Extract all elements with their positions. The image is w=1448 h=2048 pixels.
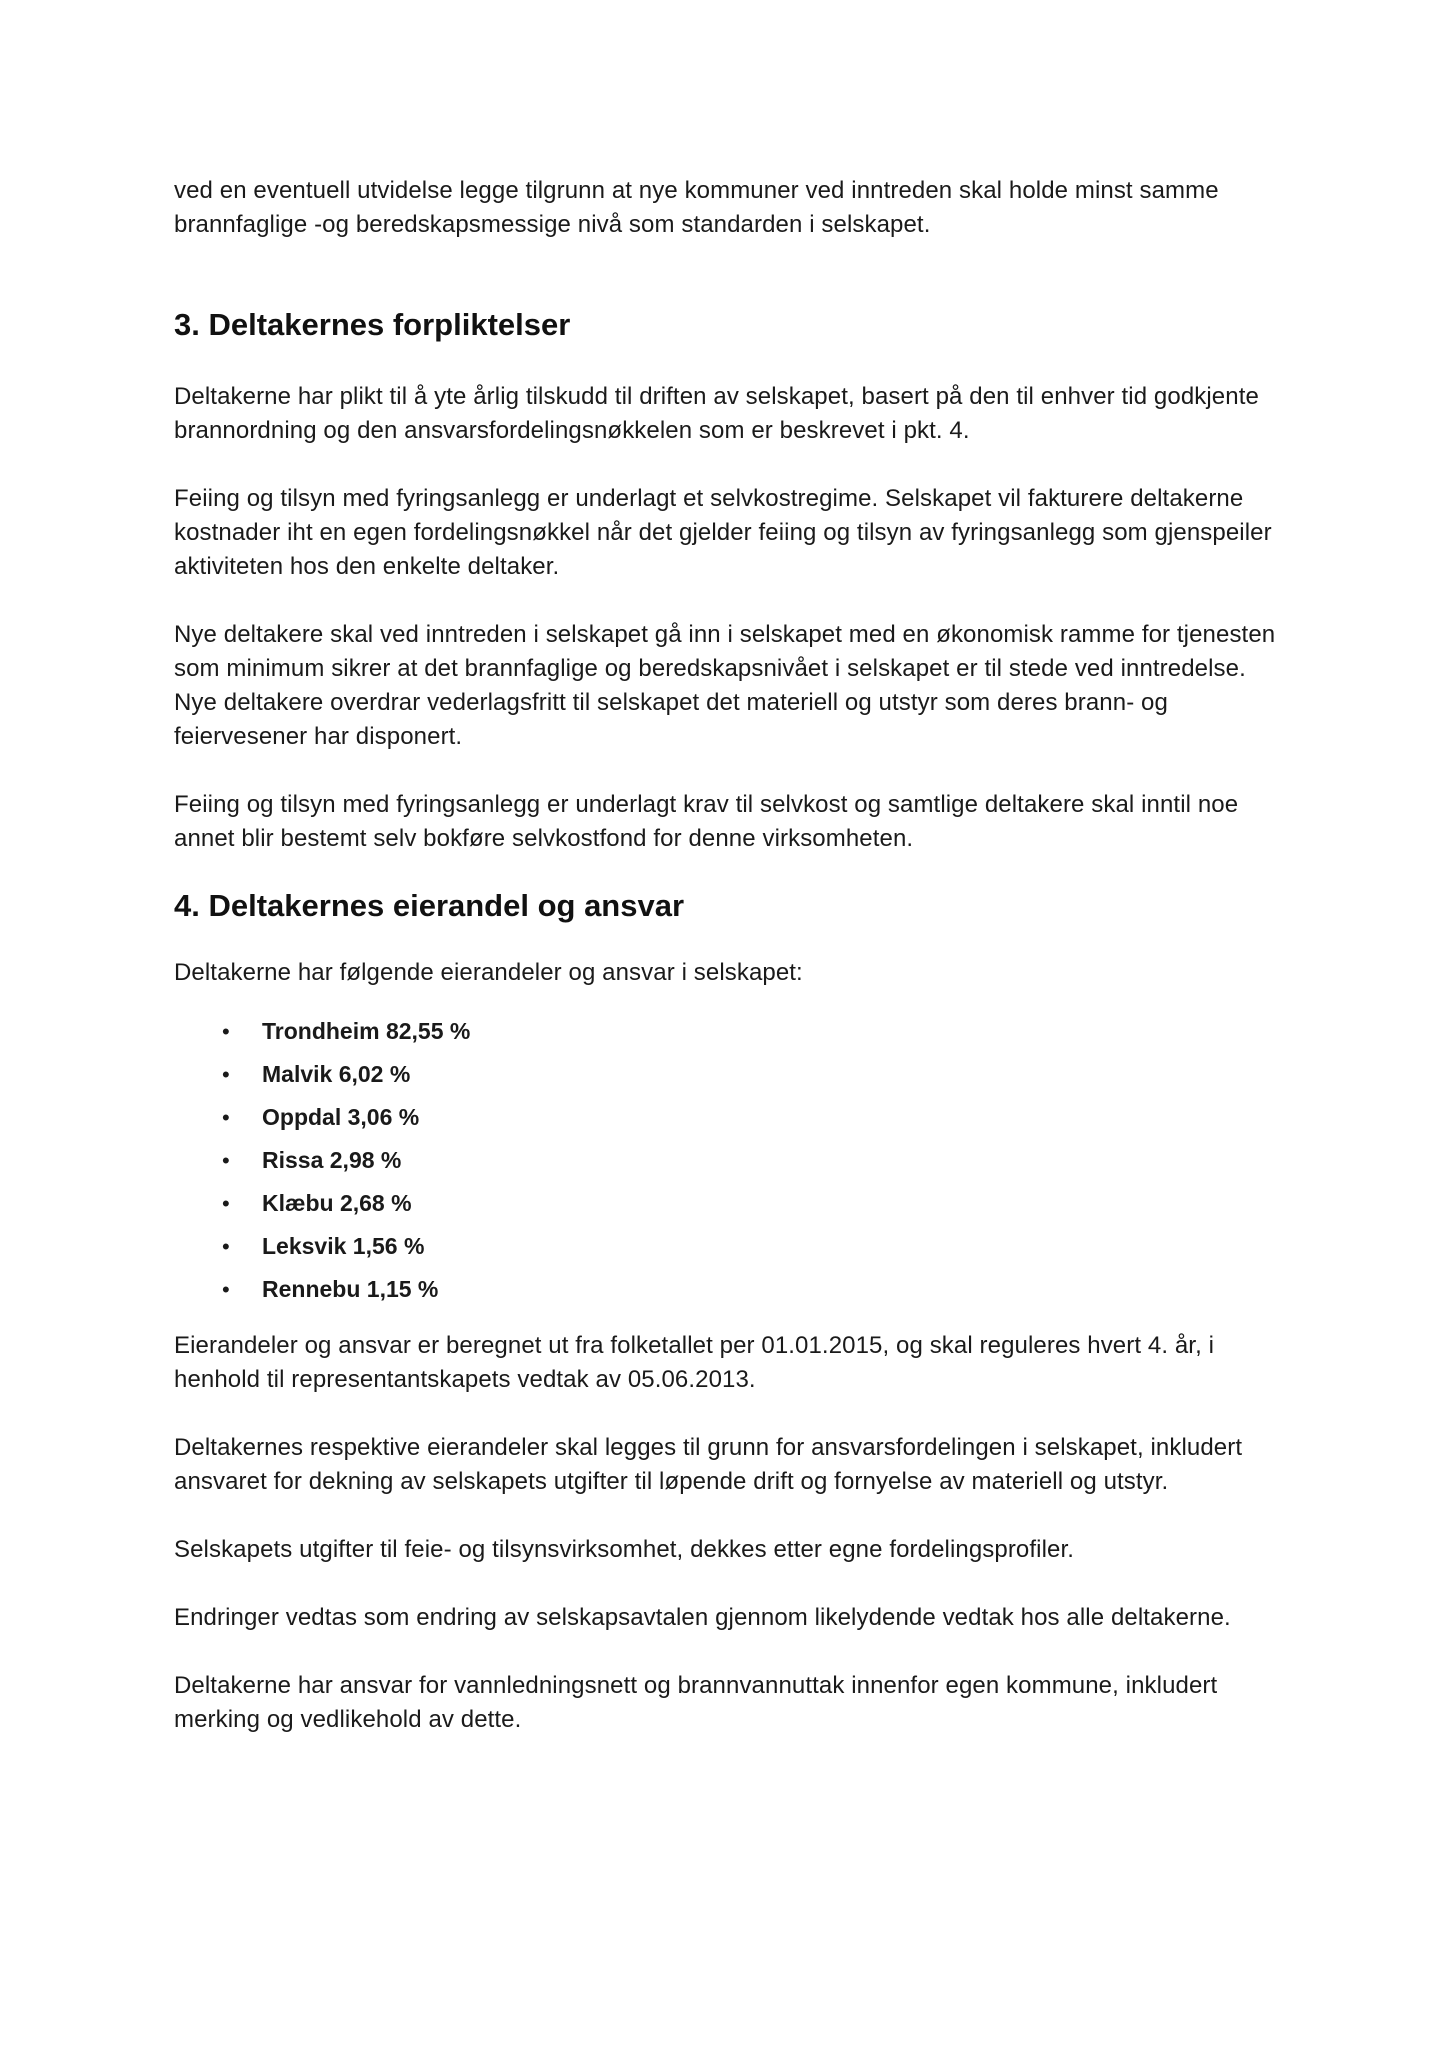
- list-item: [174, 1182, 1294, 1225]
- owner-share: Oppdal 3,06 %: [262, 1104, 420, 1130]
- owner-share: Klæbu 2,68 %: [262, 1190, 412, 1216]
- owner-share: Leksvik 1,56 %: [262, 1233, 425, 1259]
- section-4-paragraph-3: Selskapets utgifter til feie- og tilsynsvirksomhet, dekkes etter egne fordelingsprofiler.: [174, 1536, 1074, 1563]
- section-4-paragraph-4: Endringer vedtas som endring av selskapsavtalen gjennom likelydende vedtak hos alle deltakerne.: [174, 1604, 1231, 1631]
- intro-paragraph: ved en eventuell utvidelse legge tilgrunn at nye kommuner ved inntreden skal holde minst samme brannfaglige -og beredskapsmessige nivå som standarden i selskapet.: [174, 177, 1219, 238]
- owner-list: [174, 1010, 1294, 1311]
- list-item: [174, 1268, 1294, 1311]
- section-4-lead: Deltakerne har følgende eierandeler og ansvar i selskapet:: [174, 959, 803, 986]
- list-item: [174, 1096, 1294, 1139]
- list-item: [174, 1139, 1294, 1182]
- list-item: [174, 1053, 1294, 1096]
- bullet-icon: •: [222, 1277, 230, 1302]
- bullet-icon: •: [222, 1019, 230, 1044]
- owner-share: Rissa 2,98 %: [262, 1147, 402, 1173]
- owner-share: Malvik 6,02 %: [262, 1061, 411, 1087]
- list-item: [174, 1225, 1294, 1268]
- owner-share: Rennebu 1,15 %: [262, 1276, 439, 1302]
- section-4-paragraph-1: Eierandeler og ansvar er beregnet ut fra folketallet per 01.01.2015, og skal reguleres hvert 4. år, i henhold til representantskapets vedtak av 05.06.2013.: [174, 1332, 1215, 1393]
- section-4-heading: 4. Deltakernes eierandel og ansvar: [174, 888, 685, 923]
- section-4-paragraph-2: Deltakernes respektive eierandeler skal legges til grunn for ansvarsfordelingen i selskapet, inkludert ansvaret for dekning av selskapets utgifter til løpende drift og fornyelse av materiell og utstyr.: [174, 1434, 1243, 1495]
- owner-share: Trondheim 82,55 %: [262, 1018, 471, 1044]
- bullet-icon: •: [222, 1234, 230, 1259]
- section-3-paragraph-4: Feiing og tilsyn med fyringsanlegg er underlagt krav til selvkost og samtlige deltakere skal inntil noe annet blir bestemt selv bokføre selvkostfond for denne virksomheten.: [174, 791, 1239, 852]
- bullet-icon: •: [222, 1105, 230, 1130]
- document-body: [174, 174, 1294, 1737]
- list-item: [174, 1010, 1294, 1053]
- section-3-paragraph-1: Deltakerne har plikt til å yte årlig tilskudd til driften av selskapet, basert på den til enhver tid godkjente brannordning og den ansvarsfordelingsnøkkelen som er beskrevet i pkt. 4.: [174, 383, 1259, 444]
- bullet-icon: •: [222, 1062, 230, 1087]
- section-3-paragraph-3: Nye deltakere skal ved inntreden i selskapet gå inn i selskapet med en økonomisk ramme for tjenesten som minimum sikrer at det brannfaglige og beredskapsnivået i selskapet er til stede ved inntredelse. Nye deltakere overdrar vederlagsfritt til selskapet det materiell og utstyr som deres brann- og feiervesener har disponert.: [174, 621, 1276, 750]
- bullet-icon: •: [222, 1148, 230, 1173]
- section-4-paragraph-5: Deltakerne har ansvar for vannledningsnett og brannvannuttak innenfor egen kommune, inkludert merking og vedlikehold av dette.: [174, 1672, 1218, 1733]
- section-3-paragraph-2: Feiing og tilsyn med fyringsanlegg er underlagt et selvkostregime. Selskapet vil fakturere deltakerne kostnader iht en egen fordelingsnøkkel når det gjelder feiing og tilsyn av fyringsanlegg som gjenspeiler aktiviteten hos den enkelte deltaker.: [174, 485, 1272, 580]
- bullet-icon: •: [222, 1191, 230, 1216]
- section-3-heading: 3. Deltakernes forpliktelser: [174, 307, 571, 342]
